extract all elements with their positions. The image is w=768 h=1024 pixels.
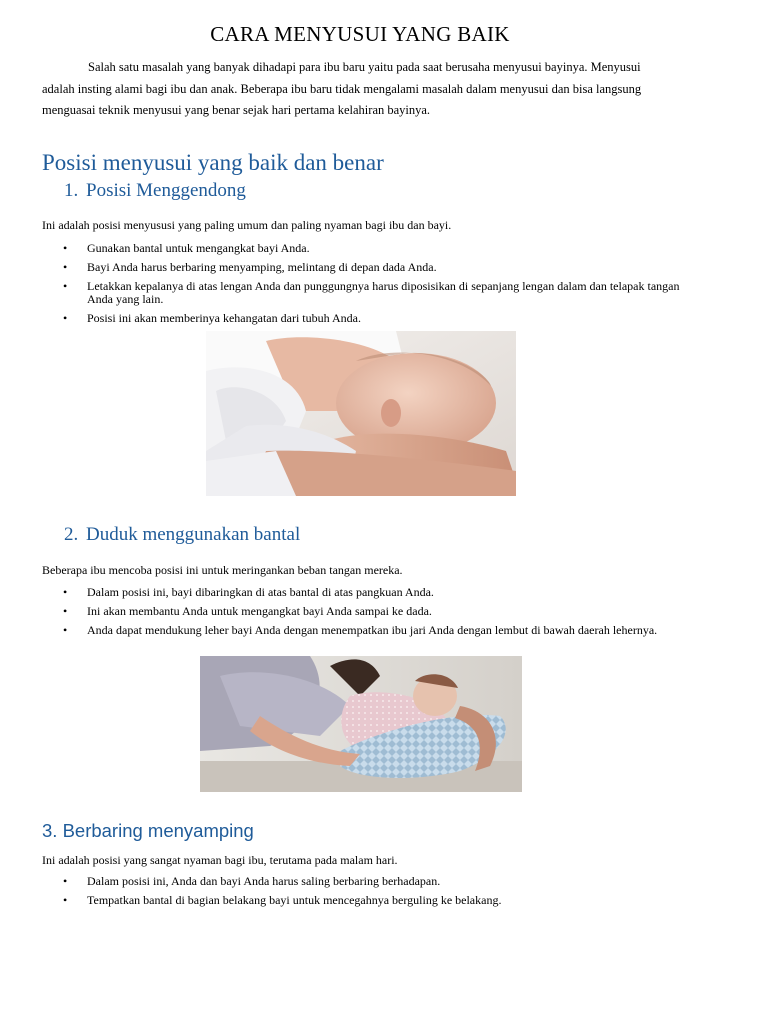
list-item: • Dalam posisi ini, bayi dibaringkan di atas bantal di atas pangkuan Anda. xyxy=(42,586,682,599)
section-3-description: Ini adalah posisi yang sangat nyaman bagi ibu, terutama pada malam hari. xyxy=(42,853,398,867)
list-item: • Gunakan bantal untuk mengangkat bayi Anda. xyxy=(42,242,682,255)
section-3-heading: 3. Berbaring menyamping xyxy=(42,820,254,841)
section-1-heading xyxy=(64,180,246,202)
intro-text: Salah satu masalah yang banyak dihadapi para ibu baru yaitu pada saat berusaha menyusui bayinya. Menyusui adalah insting alami bagi ibu dan anak. Beberapa ibu baru tidak mengalami masalah dalam menyusui dan bisa langsung menguasai teknik menyusui yang benar sejak hari pertama kelahiran bayinya. xyxy=(42,60,642,117)
section-2-description: Beberapa ibu mencoba posisi ini untuk meringankan beban tangan mereka. xyxy=(42,563,403,577)
list-item: • Ini akan membantu Anda untuk mengangkat bayi Anda sampai ke dada. xyxy=(42,605,682,618)
nursing-pillow-photo xyxy=(200,656,522,792)
list-item: • Posisi ini akan memberinya kehangatan dari tubuh Anda. xyxy=(42,312,682,325)
section-2-title: Duduk menggunakan bantal xyxy=(86,524,301,545)
list-item: • Dalam posisi ini, Anda dan bayi Anda harus saling berbaring berhadapan. xyxy=(42,875,682,888)
section-2-bullet-list xyxy=(42,586,682,643)
section-2-number: 2. xyxy=(64,524,79,545)
section-1-number: 1. xyxy=(64,180,79,201)
section-1-bullet-list xyxy=(42,242,682,331)
list-item: • Anda dapat mendukung leher bayi Anda dengan menempatkan ibu jari Anda dengan lembut di bawah daerah lehernya. xyxy=(42,624,682,637)
section-2-heading xyxy=(64,524,300,546)
list-item: • Bayi Anda harus berbaring menyamping, melintang di depan dada Anda. xyxy=(42,261,682,274)
intro-paragraph xyxy=(42,57,674,122)
cradle-hold-photo xyxy=(206,331,516,496)
section-1-title: Posisi Menggendong xyxy=(86,180,246,201)
section-3-bullet-list xyxy=(42,875,682,913)
document-title: CARA MENYUSUI YANG BAIK xyxy=(210,22,510,46)
list-item: • Letakkan kepalanya di atas lengan Anda dan punggungnya harus diposisikan di sepanjang lengan dalam dan telapak tangan Anda yang lain. xyxy=(42,280,682,306)
section-1-description: Ini adalah posisi menyususi yang paling umum dan paling nyaman bagi ibu dan bayi. xyxy=(42,218,452,232)
main-heading: Posisi menyusui yang baik dan benar xyxy=(42,150,384,175)
list-item: • Tempatkan bantal di bagian belakang bayi untuk mencegahnya berguling ke belakang. xyxy=(42,894,682,907)
